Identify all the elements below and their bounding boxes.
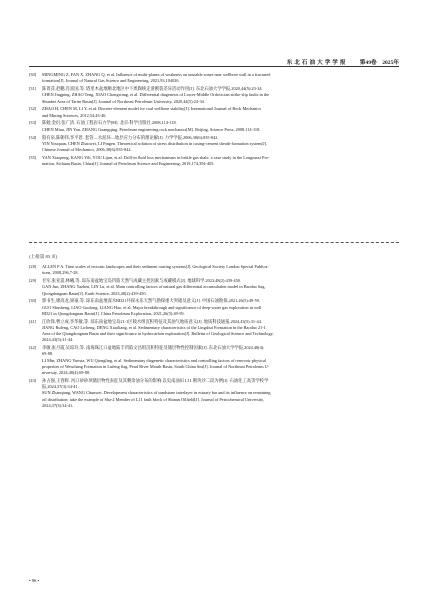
reference-entry [29, 298, 399, 317]
reference-number: [41] [29, 318, 37, 324]
reference-text [42, 135, 399, 154]
reference-line: 报,2024,37(3):34-41. [42, 384, 79, 390]
reference-line: 2024,37(3):34-41. [42, 402, 74, 408]
reference-line: niversity, 2024,48(4):69-88. [42, 370, 91, 375]
reference-line: mation, Sichuan Basin, China[J]. Journal of Petroleum Science and Engineering, 2019,174,394-405. [42, 161, 215, 167]
reference-entry [29, 155, 399, 167]
reference-line: Shunbei Area of Tarim Basin[J]. Journal of Northeast Petroleum University, 2020,44(5):23-34. [42, 98, 205, 104]
reference-entry [29, 264, 399, 276]
reference-line: 郭书生,廖高龙,梁豪,等. 琼东南盆地深水BD21井探永乐天然气勘探重大突破及意义[J]. 中国石油勘探,2021,26(5):49-59. [42, 298, 260, 304]
reference-line: Chinese Journal of Mechanics, 2006,38(6):835-842. [42, 146, 132, 152]
reference-number: [30] [29, 298, 37, 304]
reference-entry [29, 278, 399, 297]
header-rule [29, 66, 399, 67]
reference-line: LI Min, ZHANG Yuexia, WU Qiongling, et al. Sedimentary diagenetic characteristics and controlling factors of reservoir physical [42, 357, 267, 363]
reference-entry [29, 120, 399, 132]
reference-entry [29, 319, 399, 344]
reference-line: 甘军,张亚震,林曦,等. 琼东南盆地宝岛凹陷天然气成藏主控因素与成藏模式[J]. 地球科学,2023,48(2):439-450. [42, 278, 242, 284]
reference-number: [30] [29, 72, 37, 77]
reference-entry [29, 72, 399, 84]
reference-list-bottom [29, 264, 399, 411]
reference-text [42, 120, 399, 132]
reference-line: properties of Wenchang Formation in Lufeng Sag, Pearl River Mouth Basin, South China Sea[J]. Journal of Northeast Petroleum U- [42, 363, 270, 369]
reference-number: [28] [29, 264, 37, 269]
reference-number: [29] [29, 278, 37, 284]
reference-number: [35] [29, 154, 37, 160]
reference-entry [29, 106, 399, 118]
reference-line: MINGMING Z, FAN X, ZHANG Q, et al. Influence of multi-planes of weakness on unstable zones near wellbore wall in a fractured [42, 72, 271, 77]
reference-line: YAN Xiaopeng, KANG Yili, YOU Lijun, et al. Drill-in fluid loss mechanisms in brittle gas shale: a case study in the Longmaxi For- [42, 154, 270, 160]
reference-line: 江欣锋,曹立成,李华敏,等. 琼东南盆地宝岛21-1区陵水组沉积特征及其油气地质意义[J]. 地质科技通报,2024,43(5):31-44. [42, 318, 262, 324]
reference-line: CHEN Mian, JIN Yan, ZHANG Guangqing. Petroleum engineering rock mechanics[M]. Beijing, Science Press, 2008,114-118. [42, 126, 261, 132]
reference-line: 李敏,张月霞,吴琼玲,等. 南海珠江口盆地陆丰凹陷文昌组沉积特征及储层物性控制因素[J]. 东北石油大学学报,2024,48(4): [42, 345, 265, 351]
page-number: • 96 • [29, 578, 40, 583]
reference-line: 69-88. [42, 351, 54, 357]
reference-line: and Mining Sciences, 2012,54,43-46. [42, 112, 107, 118]
reference-line: GUO Shusheng, LIAO Gaolong, LIANG Hao, et al. Major breakthrough and significance of deep-water gas exploration in well [42, 304, 262, 310]
reference-entry [29, 378, 399, 409]
reference-line: 殷有泉,陈朝伟,李平恩. 套管—水泥环—地层应力分布的理论解[J]. 力学学报,2006,38(6):835-842. [42, 134, 219, 140]
reference-line: CHEN Jingping, ZHAO Teng, XIAO Chongwang, et al. Differential diagenesis of Lower-Middle Ordovician strike-slip faults in the [42, 92, 270, 98]
reference-number: [43] [29, 377, 37, 383]
reference-text [42, 86, 399, 105]
reference-text [42, 155, 399, 167]
reference-entry [29, 86, 399, 105]
reference-line: 2024,43(5):31-44. [42, 337, 74, 343]
reference-line: tions, 2008,296,7-28. [42, 270, 79, 276]
reference-text [42, 298, 399, 317]
reference-number: [34] [29, 134, 37, 140]
reference-text [42, 319, 399, 344]
journal-name: 东 北 石 油 大 学 学 报 [286, 60, 346, 66]
continued-from-note: (上接第 83 页) [29, 254, 58, 259]
reference-line: BD21 in Qiongdongnan Basin[J]. China Petroleum Exploration, 2021,26(5):49-59. [42, 310, 185, 316]
reference-number: [32] [29, 106, 37, 112]
reference-line: formation[J]. Journal of Natural Gas Science and Engineering, 2021,93,104026. [42, 78, 180, 84]
reference-line: 陈勉,金衍,张广清. 石油工程岩石力学[M]. 北京:科学出版社,2008,114-118. [42, 120, 177, 126]
reference-number: [42] [29, 345, 37, 351]
reference-entry [29, 345, 399, 376]
reference-number: [31] [29, 86, 37, 92]
reference-line: Qiongdongnan Basin[J]. Earth Science, 2023,48(2):439-450. [42, 290, 147, 296]
reference-text [42, 345, 399, 376]
reference-text [42, 264, 399, 276]
reference-line: SUN Zhanqiang, WANG Chunwei. Development characteristics of sandstone interlayer in estuary bar and its influence on remaining [42, 390, 271, 396]
reference-line: JIANG Rufeng, CAO Licheng, DENG Xiaoliang, et al. Sedimentary characteristics of the Lingshui Formation in the Baodao 21-1 [42, 324, 266, 330]
reference-line: GAN Jun, ZHANG Yazhen, LIN Lu, et al. Main controlling factors of natural gas differential accumulation model in Baodao Sag, [42, 284, 266, 290]
reference-line: ZHAO H, CHEN M, LI Y, et al. Discrete element model for coal wellbore stability[J]. International Journal of Rock Mechanics [42, 106, 262, 112]
section-divider [29, 242, 399, 243]
reference-number: [33] [29, 120, 37, 126]
volume-year [360, 58, 399, 66]
publication-year: 2025年 [382, 60, 399, 66]
reference-entry [29, 135, 399, 154]
reference-line: ALLEN P A. Time scales of tectonic landscapes and their sediment routing systems[J]. Geological Society London Special Publica- [42, 264, 269, 269]
reference-list-top [29, 72, 399, 169]
reference-text [42, 72, 399, 84]
volume-number: 第49卷 [359, 60, 377, 66]
reference-text [42, 278, 399, 297]
reference-line: 陈菁萍,赵鹏,肖富国,等. 塔里木盆地顺北地区中下奥陶统走滑断裂差异活动作用[J]. 东北石油大学学报,2020,44(5):23-34. [42, 86, 263, 92]
reference-line: oil distribution: take the example of Sha-2 Member of L11 fault block of Shinan Oilfield[J]. Journal of Petrochemical University, [42, 396, 264, 402]
reference-text [42, 106, 399, 118]
reference-text [42, 378, 399, 409]
running-header [29, 58, 399, 66]
reference-line: YIN Youquan, CHEN Zhaowei, LI Pingen. Theoretical solution of stress distribution in casing-cement sheath-formation system[J]. [42, 140, 268, 146]
reference-line: 孙占强,王春辉. 河口砂砂坝储层物性表征及其剩余油分布的影响:以史南油田 L11 断块沙二段为例[J]. 石油化工高等学校学 [42, 377, 269, 383]
reference-line: Area of the Qiongdongnan Basin and their significance in hydrocarbon exploration[J]. Bulletin of Geological Science and Technology, [42, 331, 274, 337]
